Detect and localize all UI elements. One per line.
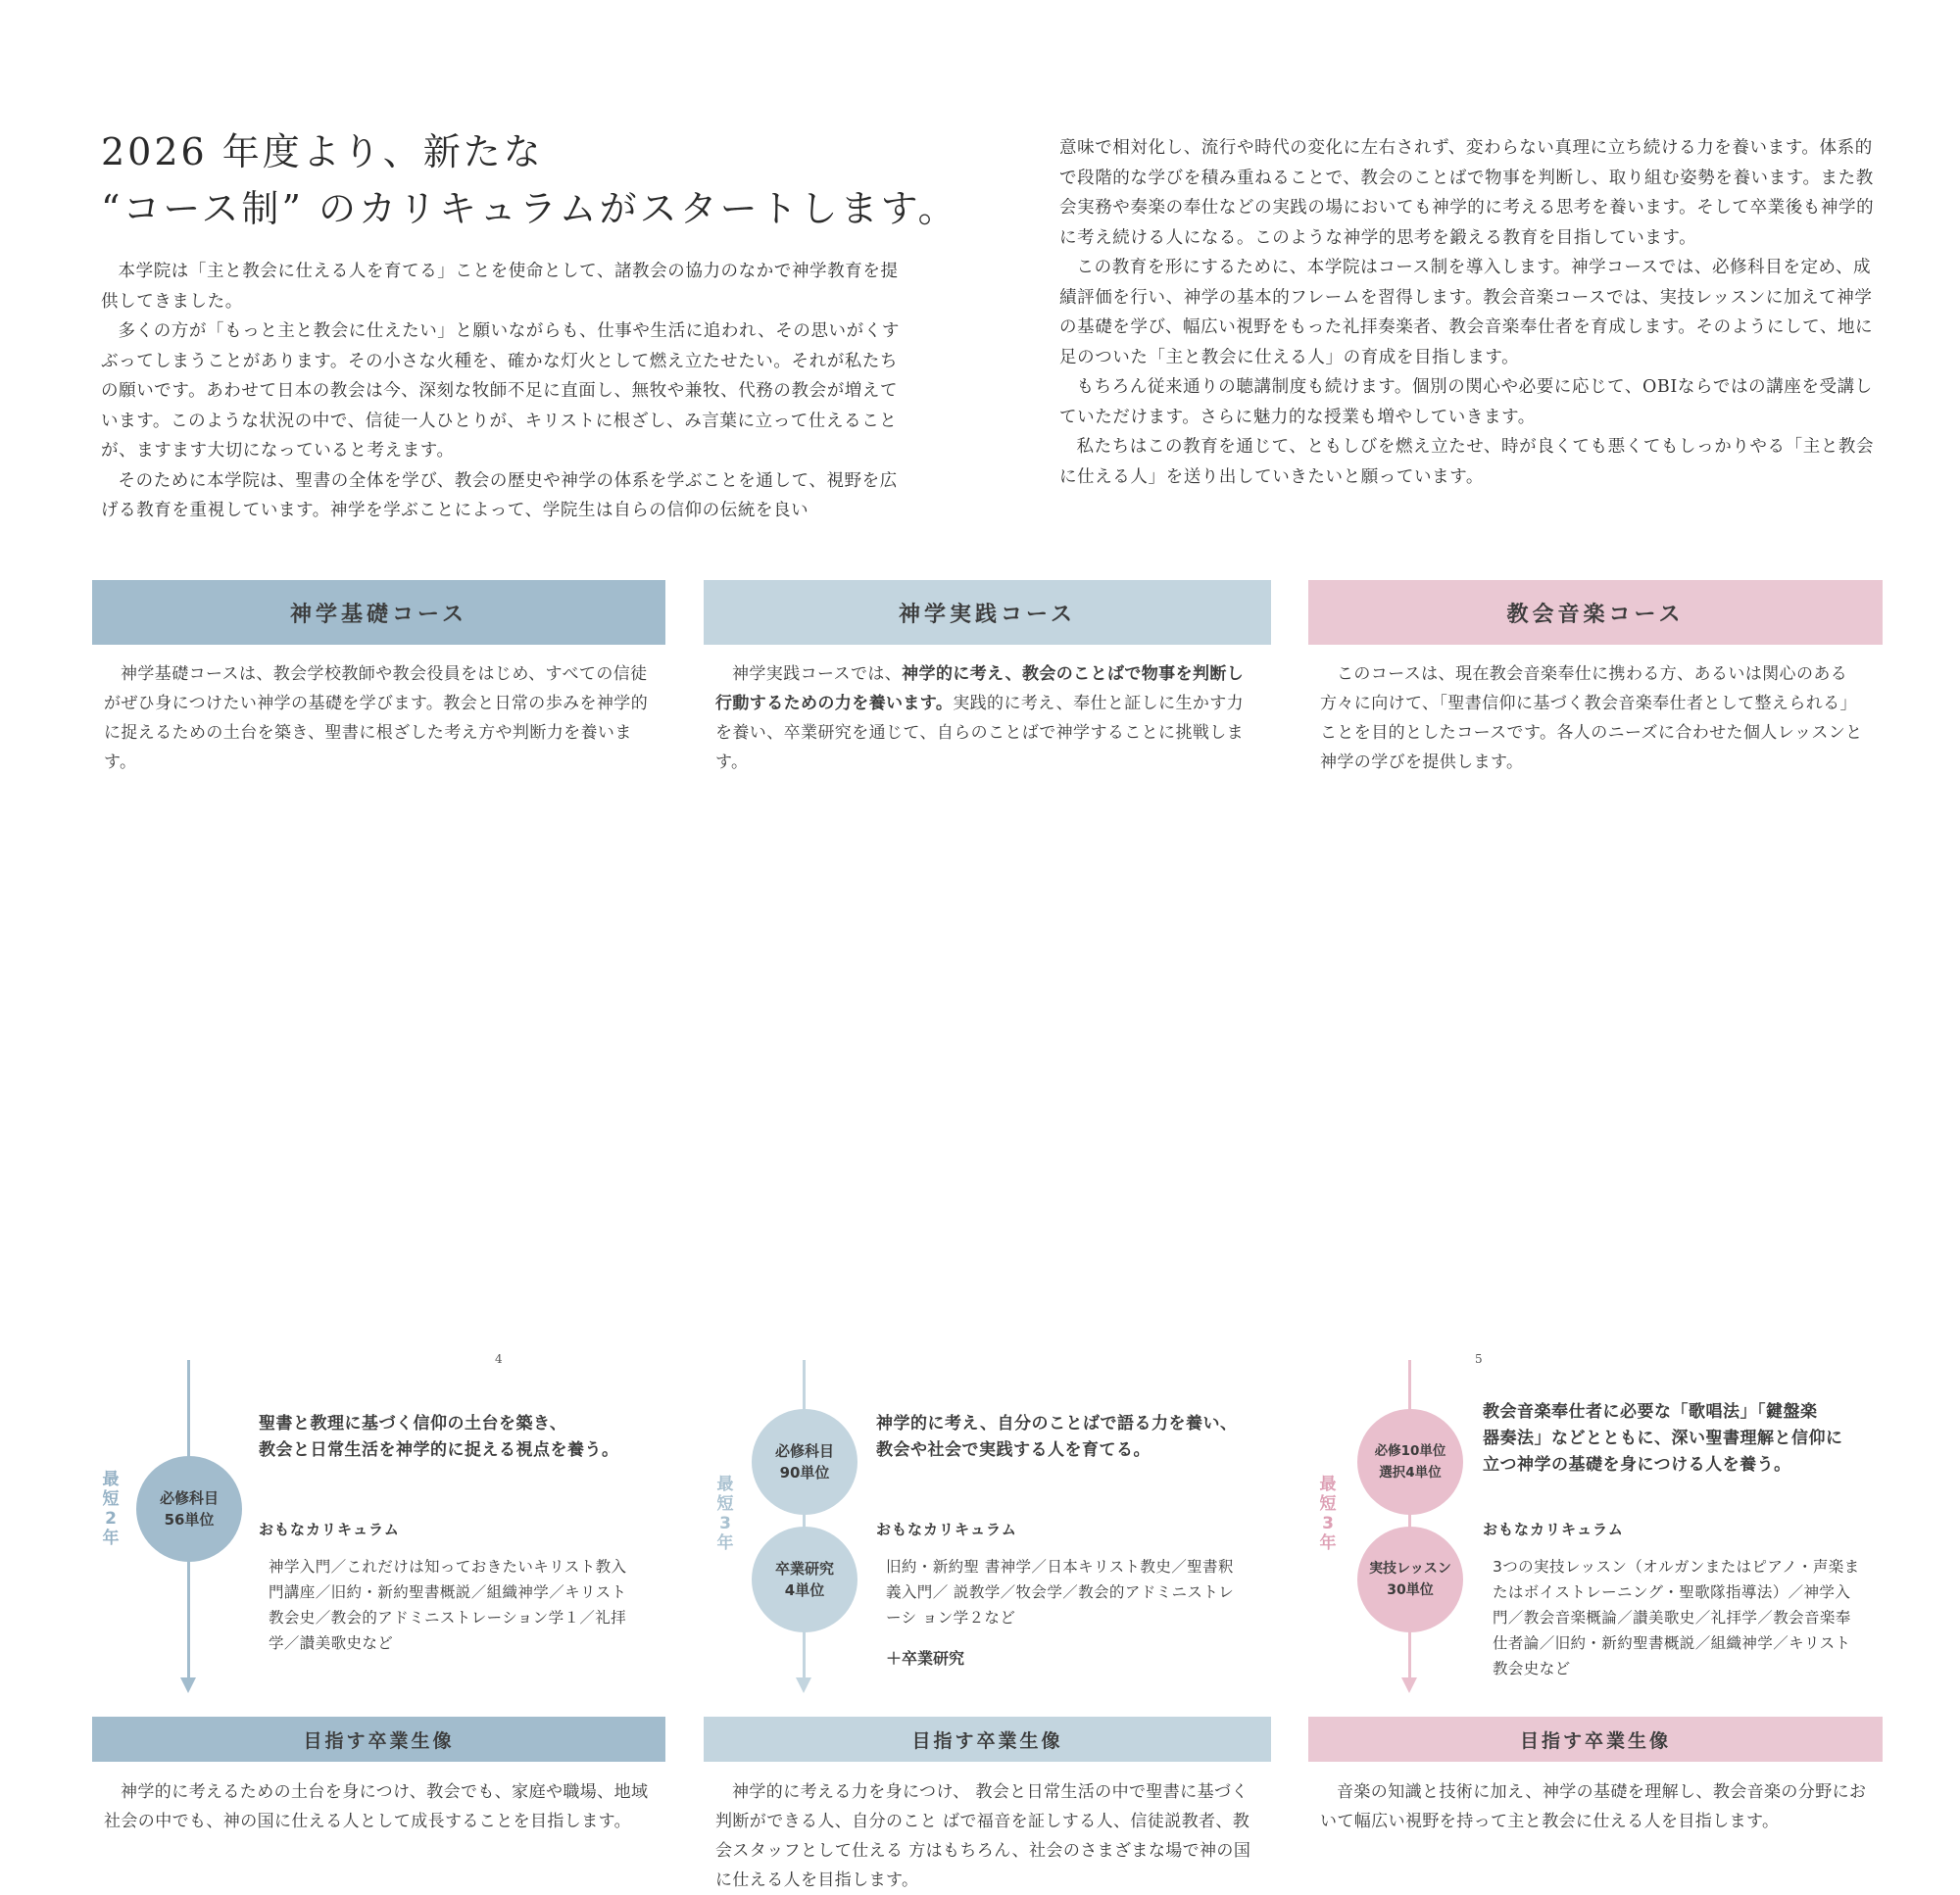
course-music-goal: 教会音楽奉仕者に必要な「歌唱法」「鍵盤楽 器奏法」などとともに、深い聖書理解と信仰に 立つ神学の基礎を身につける人を養う。 (1483, 1402, 1843, 1475)
course-basic-header: 神学基礎コース (92, 580, 665, 645)
course-basic-circle-required (136, 1456, 242, 1562)
course-practice-grad-header: 目指す卒業生像 (704, 1717, 1271, 1762)
course-practice-years: 最 短 3 年 (716, 1475, 734, 1553)
arrow-down-icon (796, 1677, 811, 1693)
course-practice-flow (704, 1360, 1271, 1699)
course-practice-extra: ＋卒業研究 (886, 1649, 965, 1668)
course-practice-curriculum-heading: おもなカリキュラム (876, 1521, 1017, 1538)
course-music-header: 教会音楽コース (1308, 580, 1883, 645)
course-basic-grad-text: 神学的に考えるための土台を身につけ、教会でも、家庭や職場、地域社会の中でも、神の国に仕える人として成長することを目指します。 (104, 1782, 649, 1831)
course-music-flow (1308, 1360, 1883, 1699)
headline-line-1: 2026 年度より、新たな (101, 130, 544, 173)
course-basic-description-text: 神学基礎コースは、教会学校教師や教会役員をはじめ、すべての信徒がぜひ身につけたい神学の基礎を学びます。教会と日常の歩みを神学的に捉えるための土台を築き、聖書に根ざした考え方や判断力を養います。 (104, 664, 649, 772)
course-music (1308, 580, 1883, 1831)
course-practice-curriculum: 旧約・新約聖 書神学／日本キリスト教史／聖書釈義入門／ 説教学／牧会学／教会的アドミニストレーシ ョン学２など (886, 1558, 1235, 1627)
course-basic (92, 580, 665, 1831)
course-practice-description: 神学実践コースでは、神学的に考え、教会のことばで物事を判断し行動するための力を養います。実践的に考え、奉仕と証しに生かす力を養い、卒業研究を通じて、自らのことばで神学することに挑戦します。 (715, 664, 1245, 772)
course-practice-circle-thesis: 卒業研究 4単位 (752, 1527, 858, 1632)
course-basic-description (104, 659, 654, 777)
course-basic-curriculum: 神学入門／これだけは知っておきたいキリスト教入門講座／旧約・新約聖書概説／組織神学／キリスト教会史／教会的アドミニストレーション学１／礼拝学／讃美歌史など (269, 1558, 627, 1652)
circle-line-1: 必修科目 (159, 1489, 219, 1507)
intro-continuation: 意味で相対化し、流行や時代の変化に左右されず、変わらない真理に立ち続ける力を養います。体系的で段階的な学びを積み重ねることで、教会のことばで物事を判断し、取り組む姿勢を養います。また教会実務や奏楽の奉仕などの実践の場においても神学的に考える思考を養います。そして卒業後も神学的に考え続ける人になる。このような神学的思考を鍛える教育を目指しています。 (1059, 138, 1875, 248)
headline-line-2: “コース制” のカリキュラムがスタートします。 (101, 187, 958, 230)
course-music-circle-required: 必修10単位 選択4単位 (1357, 1409, 1463, 1515)
course-music-description-text: このコースは、現在教会音楽奉仕に携わる方、あるいは関心のある方々に向けて、「聖書信仰に基づく教会音楽奉仕者として整えられる」ことを目的としたコースです。各人のニーズに合わせた個人レッスンと神学の学びを提供します。 (1320, 664, 1863, 772)
course-basic-goal: 聖書と教理に基づく信仰の土台を築き、 教会と日常生活を神学的に捉える視点を養う。 (259, 1414, 619, 1460)
course-music-grad-header: 目指す卒業生像 (1308, 1717, 1883, 1762)
intro-paragraph: 本学院は「主と教会に仕える人を育てる」ことを使命として、諸教会の協力のなかで神学教育を提供してきました。 (101, 262, 899, 312)
intro-left-column (101, 257, 910, 526)
page-number-left: 4 (495, 1352, 503, 1366)
arrow-down-icon (1401, 1677, 1417, 1693)
intro-paragraph: そのために本学院は、聖書の全体を学び、教会の歴史や神学の体系を学ぶことを通して、視野を広げる教育を重視しています。神学を学ぶことによって、学院生は自らの信仰の伝統を良い (101, 470, 898, 520)
course-practice-goal: 神学的に考え、自分のことばで語る力を養い、 教会や社会で実践する人を育てる。 (876, 1414, 1238, 1460)
course-practice-header: 神学実践コース (704, 580, 1271, 645)
course-music-curriculum-heading: おもなカリキュラム (1483, 1521, 1624, 1538)
intro-paragraph: この教育を形にするために、本学院はコース制を導入します。神学コースでは、必修科目を定め、成績評価を行い、神学の基本的フレームを習得します。教会音楽コースでは、実技レッスンに加えて神学の基礎を学び、幅広い視野をもった礼拝奏楽者、教会音楽奉仕者を育成します。そのようにして、地に足のついた「主と教会に仕える人」の育成を目指します。 (1059, 258, 1874, 367)
course-practice (704, 580, 1271, 1890)
arrow-down-icon (180, 1677, 196, 1693)
course-basic-curriculum-heading: おもなカリキュラム (259, 1521, 400, 1538)
page-headline (101, 123, 983, 237)
circle-line-2: 56単位 (164, 1511, 215, 1529)
course-music-description (1320, 659, 1871, 777)
course-practice-grad-text: 神学的に考える力を身につけ、 教会と日常生活の中で聖書に基づく判断ができる人、自分のこと ばで福音を証しする人、信徒説教者、教会スタッフとして仕える 方はもちろん、社会のさまざまな場で神の国に仕える人を目指します。 (715, 1782, 1251, 1890)
page-number-right: 5 (1475, 1352, 1483, 1366)
course-practice-description-emphasis: 神学的に考え、教会のことばで物事を判断し行動するための力を養います。 (715, 664, 1245, 713)
intro-paragraph: もちろん従来通りの聴講制度も続けます。個別の関心や必要に応じて、OBIならではの講座を受講していただけます。さらに魅力的な授業も増やしていきます。 (1059, 377, 1873, 427)
course-music-circle-lessons: 実技レッスン 30単位 (1357, 1527, 1463, 1632)
course-basic-grad-header: 目指す卒業生像 (92, 1717, 665, 1762)
course-music-years: 最 短 3 年 (1319, 1475, 1337, 1553)
course-practice-circle-required: 必修科目 90単位 (752, 1409, 858, 1515)
intro-paragraph: 多くの方が「もっと主と教会に仕えたい」と願いながらも、仕事や生活に追われ、その思いがくすぶってしまうことがあります。その小さな火種を、確かな灯火として燃え立たせたい。それが私たちの願いです。あわせて日本の教会は今、深刻な牧師不足に直面し、無牧や兼牧、代務の教会が増えています。このような状況の中で、信徒一人ひとりが、キリストに根ざし、み言葉に立って仕えることが、ますます大切になっていると考えます。 (101, 321, 900, 461)
course-music-grad-text: 音楽の知識と技術に加え、神学の基礎を理解し、教会音楽の分野において幅広い視野を持って主と教会に仕える人を目指します。 (1320, 1782, 1867, 1831)
course-basic-years: 最 短 2 年 (102, 1470, 120, 1548)
intro-paragraph: 私たちはこの教育を通じて、ともしびを燃え立たせ、時が良くても悪くてもしっかりやる「主と教会に仕える人」を送り出していきたいと願っています。 (1059, 437, 1875, 487)
course-basic-flow (92, 1360, 665, 1699)
intro-right-column (1059, 133, 1877, 492)
course-music-curriculum: 3つの実技レッスン（オルガンまたはピアノ・声楽またはボイストレーニング・聖歌隊指導法）／神学入門／教会音楽概論／讃美歌史／礼拝学／教会音楽奉仕者論／旧約・新約聖書概説／組織神学／キリスト教会史など (1493, 1558, 1860, 1677)
